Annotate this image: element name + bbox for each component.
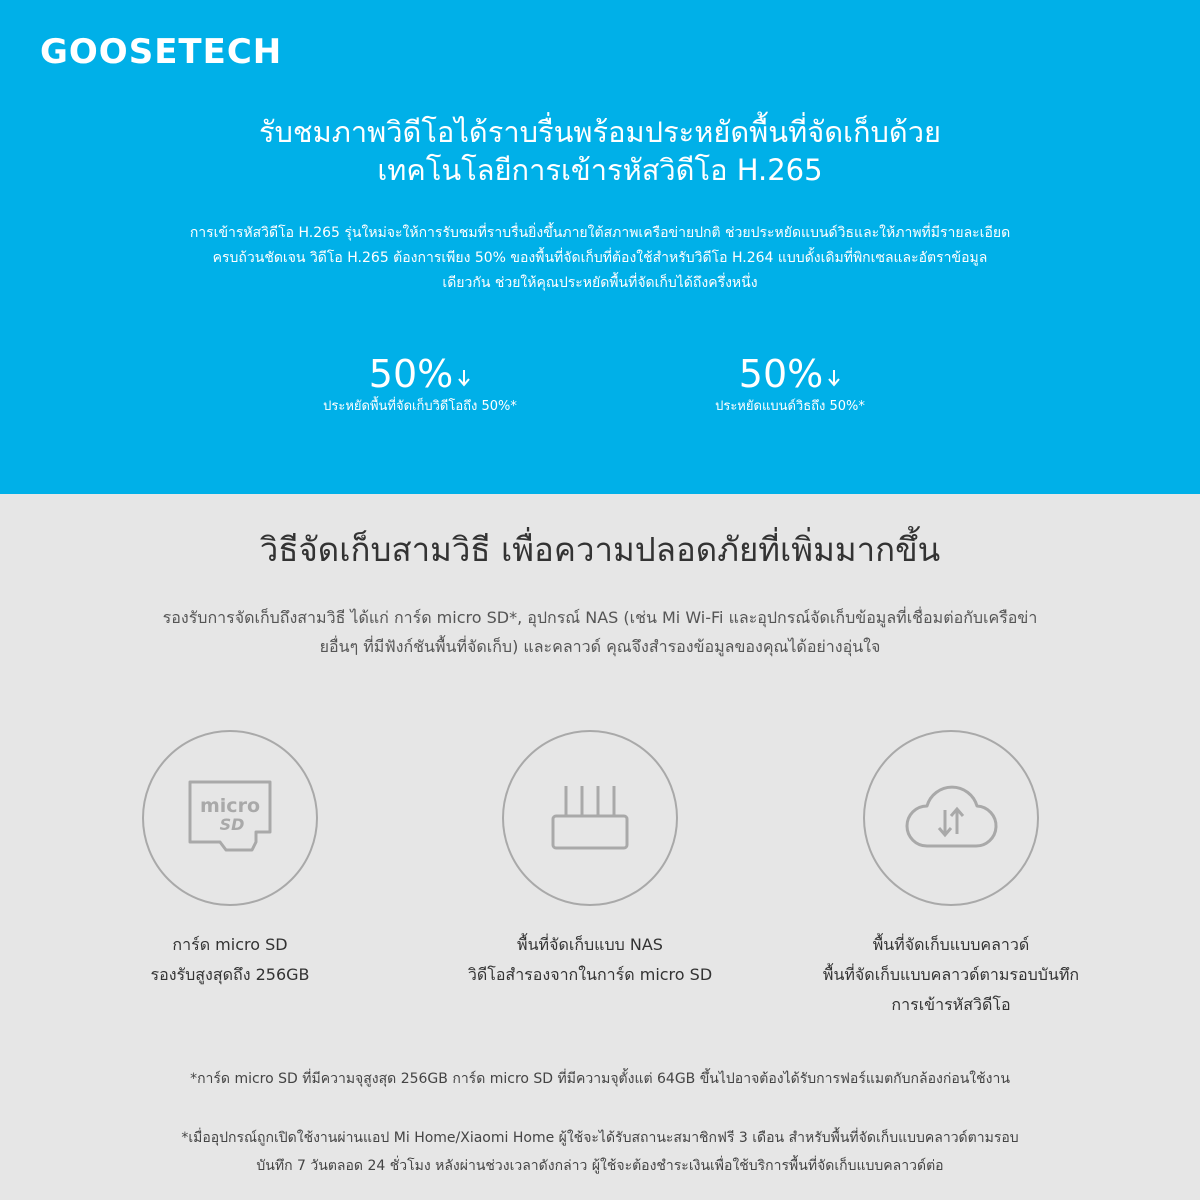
hero-headline-line-1: รับชมภาพวิดีโอได้ราบรื่นพร้อมประหยัดพื้นที่จัดเก็บด้วย: [258, 115, 942, 149]
micro-sd-card-icon: [180, 778, 280, 858]
router-icon: [545, 778, 635, 858]
storage-card-micro-sd: [50, 730, 410, 990]
stat-storage-saving: [250, 350, 590, 416]
arrow-down-icon: [457, 369, 471, 387]
card-caption-line-2: รองรับสูงสุดถึง 256GB: [150, 965, 310, 984]
storage-card-nas: [410, 730, 770, 990]
card-caption-line-3: การเข้ารหัสวิดีโอ: [891, 995, 1011, 1014]
footnote-micro-sd: *การ์ด micro SD ที่มีความจุสูงสุด 256GB การ์ด micro SD ที่มีความจุตั้งแต่ 64GB ขึ้นไปอาจต้องได้รับการฟอร์แมตกับกล้องก่อนใช้งาน: [190, 1071, 1010, 1087]
hero-intro-line-2: ครบถ้วนชัดเจน วิดีโอ H.265 ต้องการเพียง 50% ของพื้นที่จัดเก็บที่ต้องใช้สำหรับวิดีโอ H.264 แบบดั้งเดิมที่พิกเซลและอัตราข้อมูล: [212, 250, 988, 266]
brand-logo: GOOSETECH: [40, 32, 283, 72]
stat-label: ประหยัดพื้นที่จัดเก็บวิดีโอถึง 50%*: [323, 399, 517, 414]
hero-intro: [120, 221, 1080, 296]
card-caption: [771, 930, 1131, 1020]
hero-intro-line-3: เดียวกัน ช่วยให้คุณประหยัดพื้นที่จัดเก็บได้ถึงครึ่งหนึ่ง: [442, 275, 758, 291]
card-caption-line-1: พื้นที่จัดเก็บแบบคลาวด์: [872, 935, 1030, 954]
footnote-cloud: [40, 1124, 1160, 1180]
storage-description-line-2: ยอื่นๆ ที่มีฟังก์ชันพื้นที่จัดเก็บ) และคลาวด์ คุณจึงสำรองข้อมูลของคุณได้อย่างอุ่นใจ: [319, 637, 881, 656]
storage-description: [90, 603, 1110, 661]
arrow-down-icon: [827, 369, 841, 387]
icon-circle: [502, 730, 678, 906]
hero-headline: [0, 113, 1200, 189]
card-caption-line-1: พื้นที่จัดเก็บแบบ NAS: [517, 935, 663, 954]
footnote-cloud-line-1: *เมื่ออุปกรณ์ถูกเปิดใช้งานผ่านแอป Mi Home/Xiaomi Home ผู้ใช้จะได้รับสถานะสมาชิกฟรี 3 เดือน สำหรับพื้นที่จัดเก็บแบบคลาวด์ตามรอบ: [181, 1130, 1019, 1146]
stat-bandwidth-saving: [620, 350, 960, 416]
card-caption: [410, 930, 770, 990]
hero-headline-line-2: เทคโนโลยีการเข้ารหัสวิดีโอ H.265: [377, 153, 823, 187]
micro-sd-icon-text-bottom: SD: [219, 815, 245, 834]
storage-title: วิธีจัดเก็บสามวิธี เพื่อความปลอดภัยที่เพิ่มมากขึ้น: [259, 530, 941, 569]
cloud-sync-icon: [901, 780, 1001, 856]
stat-label: ประหยัดแบนด์วิธถึง 50%*: [715, 399, 865, 414]
stat-value: 50%: [738, 352, 824, 396]
icon-circle: [863, 730, 1039, 906]
micro-sd-icon-text-top: micro: [200, 795, 260, 817]
storage-description-line-1: รองรับการจัดเก็บถึงสามวิธี ได้แก่ การ์ด micro SD*, อุปกรณ์ NAS (เช่น Mi Wi-Fi และอุปกรณ์จัดเก็บข้อมูลที่เชื่อมต่อกับเครือข่า: [162, 608, 1038, 627]
storage-card-cloud: [771, 730, 1131, 1020]
card-caption-line-2: วิดีโอสำรองจากในการ์ด micro SD: [467, 965, 713, 984]
card-caption: [50, 930, 410, 990]
hero-section: [0, 0, 1200, 494]
card-caption-line-1: การ์ด micro SD: [172, 935, 288, 954]
footnote-cloud-line-2: บันทึก 7 วันตลอด 24 ชั่วโมง หลังผ่านช่วงเวลาดังกล่าว ผู้ใช้จะต้องชำระเงินเพื่อใช้บริการพื้นที่จัดเก็บแบบคลาวด์ต่อ: [256, 1158, 944, 1174]
stat-value: 50%: [368, 352, 454, 396]
icon-circle: [142, 730, 318, 906]
hero-intro-line-1: การเข้ารหัสวิดีโอ H.265 รุ่นใหม่จะให้การรับชมที่ราบรื่นยิ่งขึ้นภายใต้สภาพเครือข่ายปกติ ช่วยประหยัดแบนด์วิธและให้ภาพที่มีรายละเอียด: [189, 225, 1011, 241]
card-caption-line-2: พื้นที่จัดเก็บแบบคลาวด์ตามรอบบันทึก: [822, 965, 1080, 984]
